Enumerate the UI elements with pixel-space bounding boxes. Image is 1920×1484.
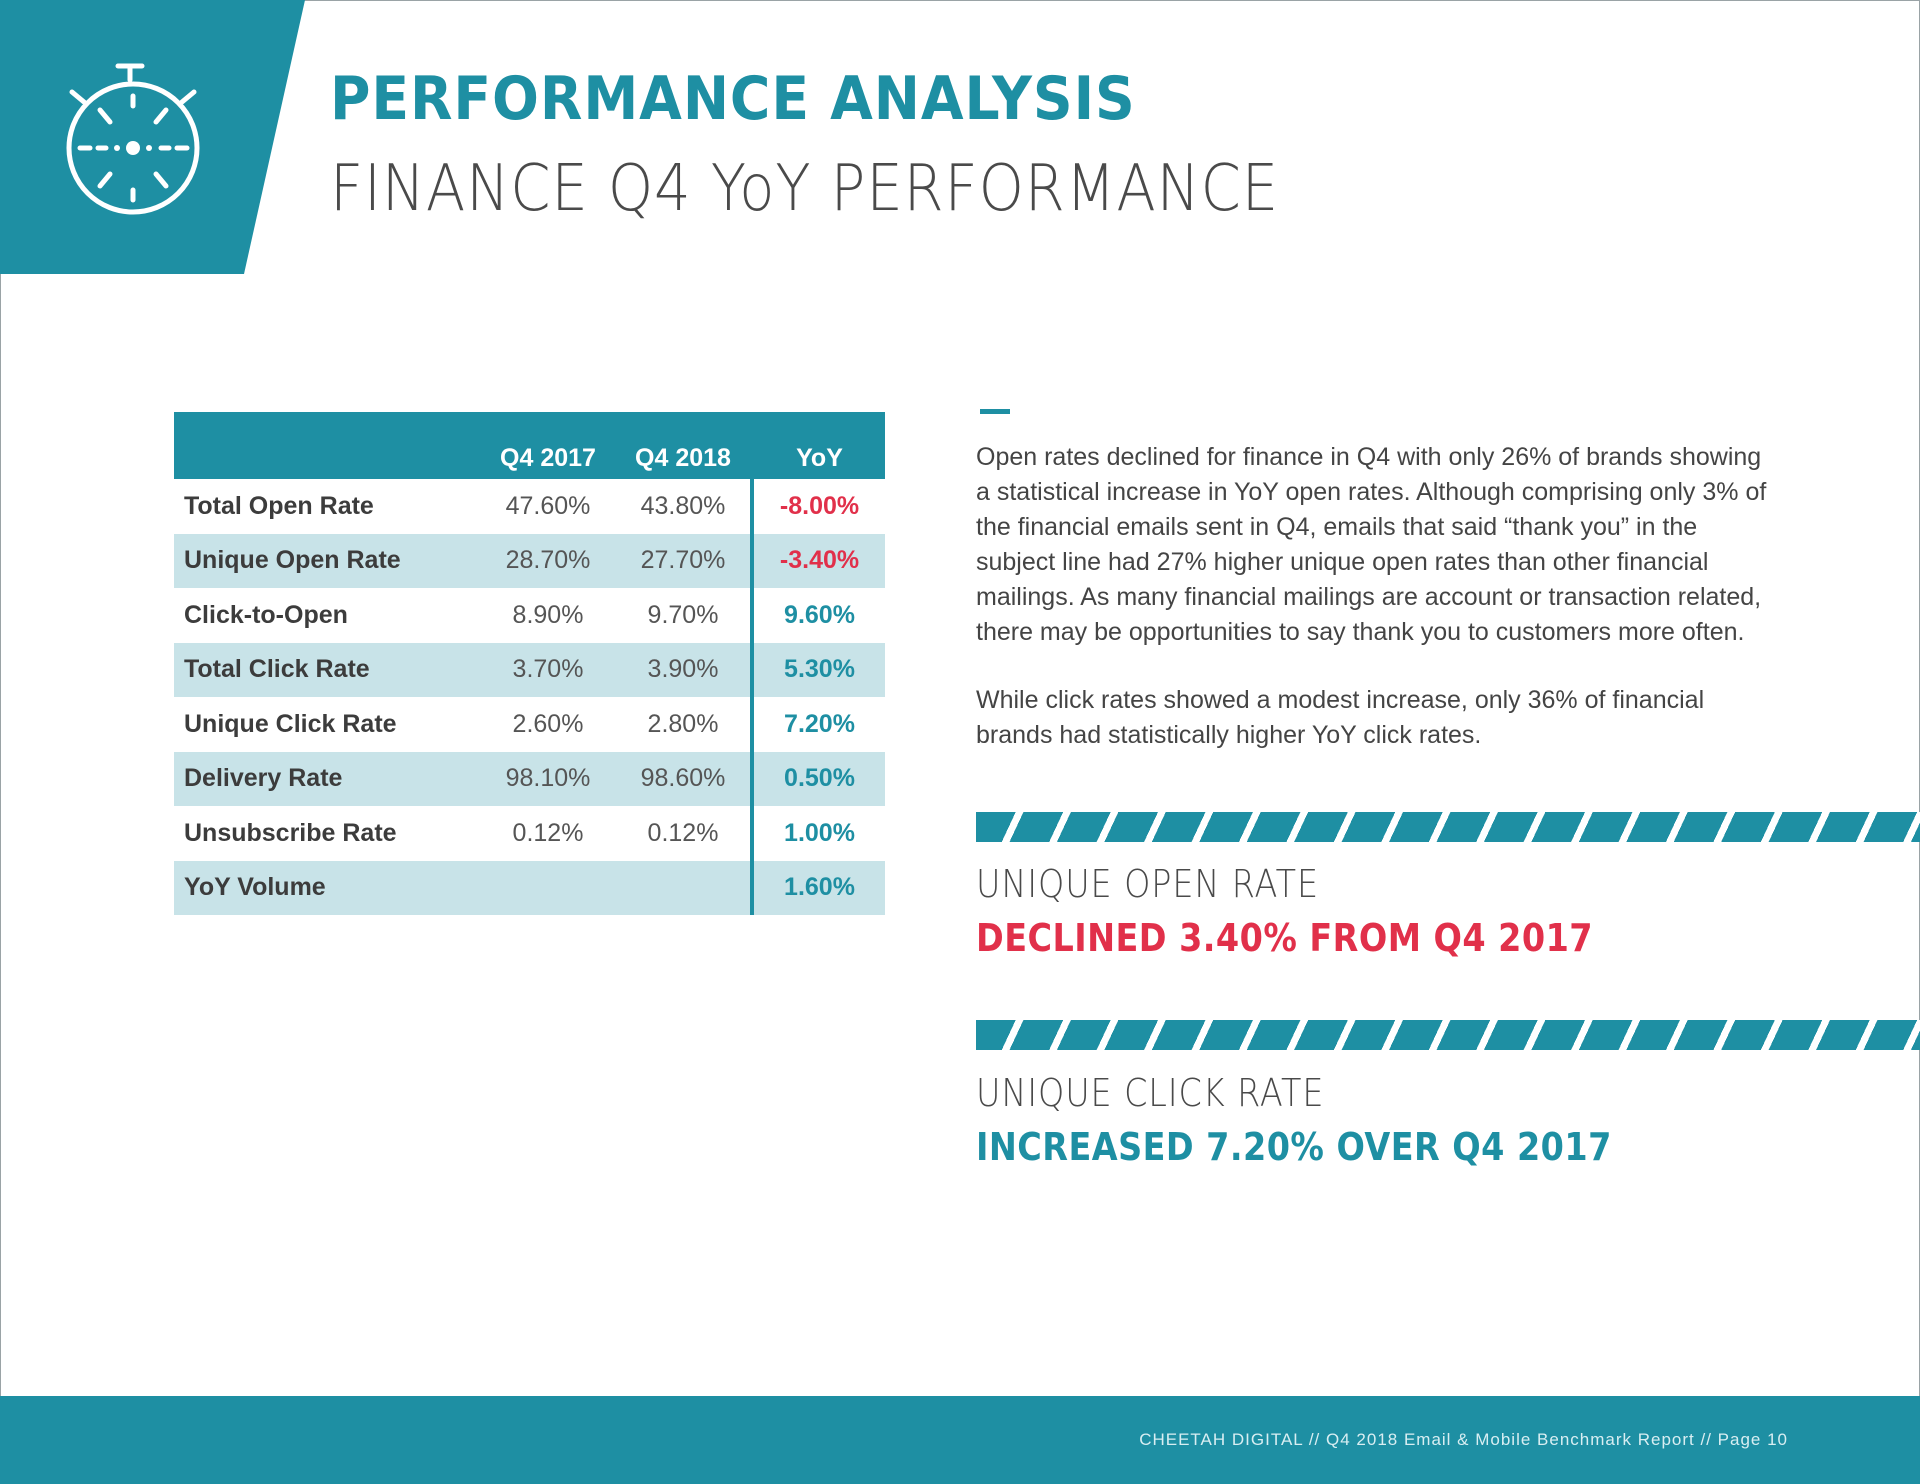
table-row: [174, 643, 885, 698]
callout-value: INCREASED 7.20% OVER Q4 2017: [976, 1125, 1612, 1169]
yoy-cell: 1.00%: [752, 806, 885, 861]
metric-cell: Unique Open Rate: [174, 534, 480, 589]
q4-2017-cell: 2.60%: [512, 709, 584, 738]
metric-cell: Total Open Rate: [184, 491, 374, 520]
metric-cell: Delivery Rate: [174, 752, 480, 807]
q4-2018-cell: 43.80%: [640, 491, 726, 520]
q4-2017-cell: 28.70%: [480, 534, 616, 589]
metric-cell: YoY Volume: [174, 861, 480, 916]
callout-label: UNIQUE CLICK RATE: [976, 1071, 1325, 1115]
yoy-cell: 0.50%: [752, 752, 885, 807]
metric-cell: Unsubscribe Rate: [184, 818, 397, 847]
yoy-cell: -3.40%: [752, 534, 885, 589]
q4-2018-cell: 9.70%: [647, 600, 719, 629]
q4-2018-cell: 2.80%: [647, 709, 719, 738]
stripe-divider: [976, 1020, 1920, 1050]
accent-dash: [980, 409, 1010, 414]
table-header-row: [174, 412, 885, 479]
callout-value: DECLINED 3.40% FROM Q4 2017: [976, 916, 1594, 960]
table-row: [174, 752, 885, 807]
table-row: [174, 806, 885, 861]
q4-2018-cell: 27.70%: [616, 534, 752, 589]
metric-cell: Click-to-Open: [184, 600, 348, 629]
q4-2017-cell: 47.60%: [505, 491, 591, 520]
header-yoy: YoY: [752, 412, 885, 479]
page-subtitle: FINANCE Q4 YoY PERFORMANCE: [330, 152, 1280, 226]
q4-2017-cell: 3.70%: [480, 643, 616, 698]
header-q4-2017: Q4 2017: [480, 412, 616, 479]
table-row: [174, 697, 885, 752]
yoy-cell: 5.30%: [752, 643, 885, 698]
table-row: [174, 534, 885, 589]
stripe-divider: [976, 812, 1920, 842]
page-title: PERFORMANCE ANALYSIS: [330, 64, 1136, 134]
callout-label: UNIQUE OPEN RATE: [976, 862, 1319, 906]
yoy-cell: 7.20%: [752, 697, 885, 752]
stopwatch-icon: [58, 60, 208, 215]
q4-2018-cell: 3.90%: [616, 643, 752, 698]
yoy-cell: 9.60%: [752, 588, 885, 643]
table-row: [174, 588, 885, 643]
yoy-cell: 1.60%: [752, 861, 885, 916]
performance-table: [174, 412, 885, 915]
body-paragraph: While click rates showed a modest increase, only 36% of financial brands had statistically higher YoY click rates.: [976, 686, 1705, 749]
header-q4-2018: Q4 2018: [616, 412, 752, 479]
table-row: [174, 479, 885, 534]
q4-2018-cell: [616, 861, 752, 916]
body-paragraph: Open rates declined for finance in Q4 with only 26% of brands showing a statistical increase in YoY open rates. Although comprising only 3% of the financial emails sent in Q4, emails that said “thank you” in the subject line had 27% higher unique open rates than other financial mailings. As many financial mailings are account or transaction related, there may be opportunities to say thank you to customers more often.: [976, 443, 1767, 646]
header-metric: [174, 412, 480, 479]
table-row: [174, 861, 885, 916]
q4-2017-cell: 8.90%: [512, 600, 584, 629]
q4-2017-cell: 98.10%: [480, 752, 616, 807]
q4-2018-cell: 0.12%: [647, 818, 719, 847]
metric-cell: Unique Click Rate: [184, 709, 397, 738]
q4-2017-cell: 0.12%: [512, 818, 584, 847]
metric-cell: Total Click Rate: [174, 643, 480, 698]
footer-bar: [0, 1396, 1920, 1484]
q4-2018-cell: 98.60%: [616, 752, 752, 807]
yoy-cell: -8.00%: [752, 479, 885, 534]
footer-text: CHEETAH DIGITAL // Q4 2018 Email & Mobile Benchmark Report // Page 10: [1139, 1430, 1788, 1449]
q4-2017-cell: [480, 861, 616, 916]
